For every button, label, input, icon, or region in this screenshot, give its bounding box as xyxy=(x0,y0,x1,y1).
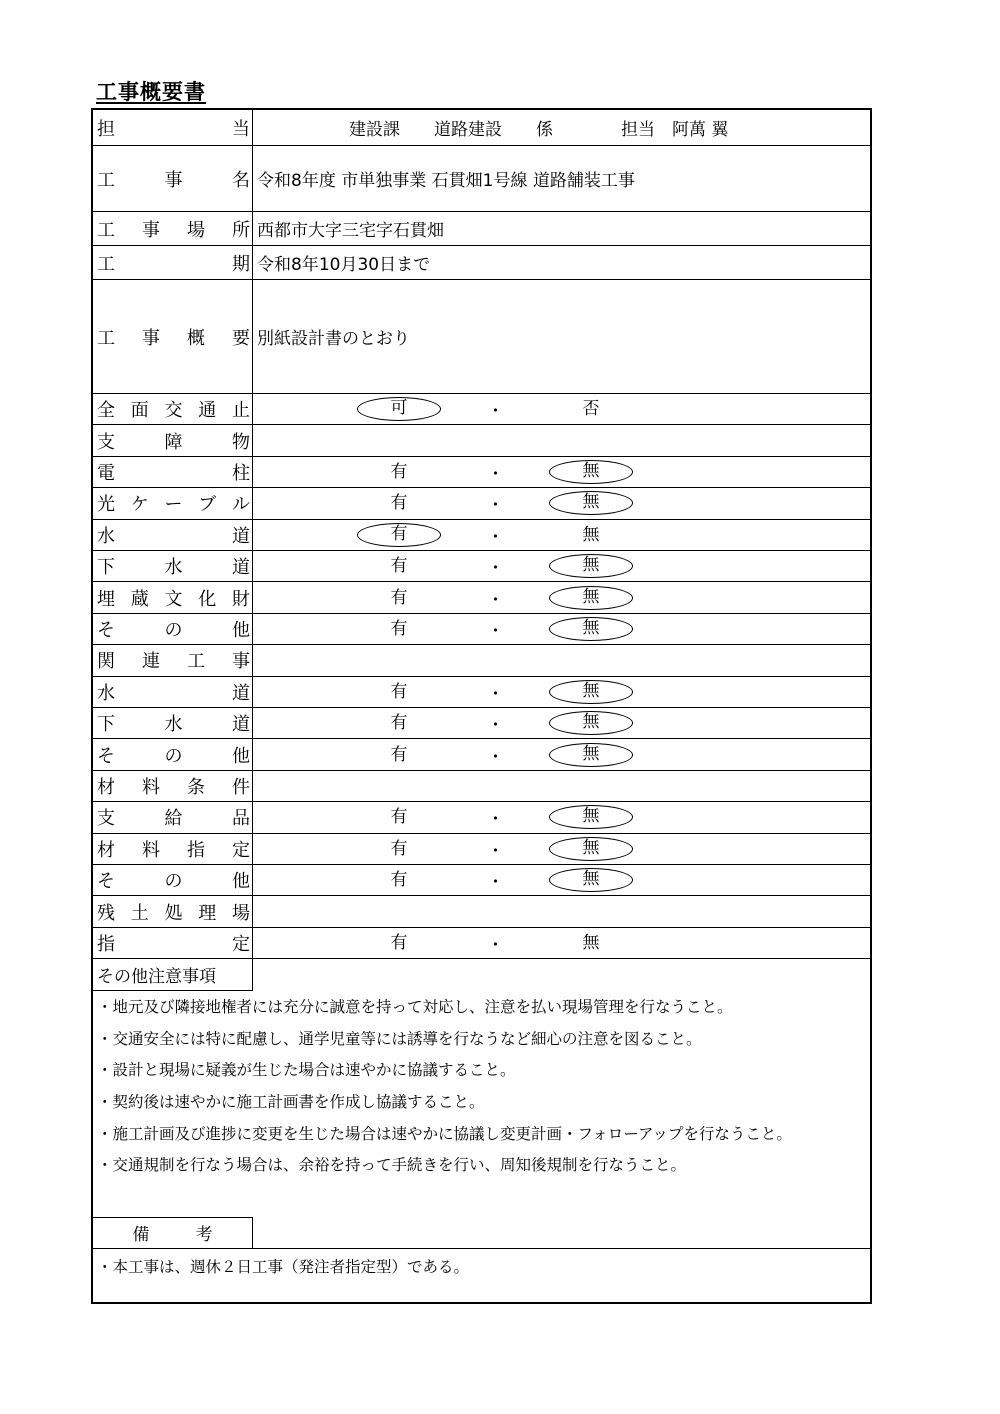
option-separator: ・ xyxy=(487,495,504,516)
label-char: 交 xyxy=(164,400,183,422)
info-row-value: 令和8年度 市単独事業 石貫畑1号線 道路舗装工事 xyxy=(257,171,635,191)
choice-row-label xyxy=(93,551,253,581)
label-char: ル xyxy=(232,494,250,516)
option-yes[interactable]: 有 xyxy=(390,870,408,891)
label-char: 蔵 xyxy=(130,588,149,610)
info-row-value: 建設課 道路建設 係 担当 阿萬 翼 xyxy=(349,120,729,140)
label-char: 名 xyxy=(232,169,250,191)
label-char: 道 xyxy=(232,525,250,547)
option-no[interactable]: 無 xyxy=(549,805,633,829)
option-separator: ・ xyxy=(487,935,504,956)
info-row-label xyxy=(93,110,253,145)
option-no[interactable]: 無 xyxy=(549,868,633,892)
label-char: 工 xyxy=(97,253,115,275)
label-char: 柱 xyxy=(232,462,250,484)
option-no[interactable]: 無 xyxy=(549,743,633,767)
label-char: 物 xyxy=(232,431,250,453)
label-char: そ xyxy=(97,745,115,767)
info-row-value: 西都市大字三宅字石貫畑 xyxy=(257,221,444,241)
label-char: ブ xyxy=(198,494,217,516)
label-char: 支 xyxy=(97,808,115,830)
option-yes[interactable]: 有 xyxy=(390,932,408,953)
option-separator: ・ xyxy=(487,809,504,830)
label-char: 概 xyxy=(187,327,205,349)
choice-row xyxy=(93,708,870,739)
choice-row-label xyxy=(93,520,253,550)
label-char: 文 xyxy=(164,588,183,610)
label-char: 化 xyxy=(198,588,217,610)
choice-row xyxy=(93,834,870,865)
info-row-label xyxy=(93,146,253,211)
choice-row xyxy=(93,928,870,959)
label-char: 事 xyxy=(232,651,250,673)
label-char: 料 xyxy=(142,839,160,861)
note-item: ・設計と現場に疑義が生じた場合は速やかに協議すること。 xyxy=(97,1061,516,1080)
label-char: 事 xyxy=(142,327,160,349)
label-char: 料 xyxy=(142,776,160,798)
option-separator: ・ xyxy=(487,464,504,485)
section-header-row xyxy=(93,896,870,927)
option-no[interactable]: 無 xyxy=(549,837,633,861)
option-separator: ・ xyxy=(487,684,504,705)
option-no[interactable]: 無 xyxy=(549,554,633,578)
choice-row-label xyxy=(93,457,253,487)
label-char: の xyxy=(164,871,183,893)
label-char: 全 xyxy=(97,400,115,422)
note-item: ・契約後は速やかに施工計画書を作成し協議すること。 xyxy=(97,1093,485,1111)
option-separator: ・ xyxy=(487,558,504,579)
label-char: 材 xyxy=(97,839,115,861)
label-char: 水 xyxy=(97,682,115,704)
label-char: 件 xyxy=(232,776,250,798)
section-header-row xyxy=(93,771,870,802)
label-char: 条 xyxy=(187,776,205,798)
label-char: 電 xyxy=(97,462,115,484)
label-char: 他 xyxy=(232,619,250,641)
label-char: の xyxy=(164,619,183,641)
info-row-label xyxy=(93,212,253,245)
option-yes[interactable]: 有 xyxy=(390,461,408,482)
label-char: 水 xyxy=(164,714,183,736)
info-row xyxy=(93,146,870,212)
label-char: 要 xyxy=(232,327,250,349)
info-row xyxy=(93,280,870,394)
choice-row xyxy=(93,457,870,488)
option-no[interactable]: 無 xyxy=(549,491,633,515)
option-yes[interactable]: 可 xyxy=(357,397,441,421)
option-yes[interactable]: 有 xyxy=(390,744,408,765)
label-char: 指 xyxy=(187,839,205,861)
choice-row xyxy=(93,677,870,708)
label-char: 下 xyxy=(97,557,115,579)
option-yes[interactable]: 有 xyxy=(390,838,408,859)
info-row xyxy=(93,212,870,246)
label-char: 面 xyxy=(130,400,149,422)
section-header-row xyxy=(93,425,870,456)
label-char: 工 xyxy=(97,327,115,349)
note-item: ・交通安全には特に配慮し、通学児童等には誘導を行なうなど細心の注意を図ること。 xyxy=(97,1029,702,1048)
label-char: 工 xyxy=(97,219,115,241)
choice-row-label xyxy=(93,739,253,769)
option-separator: ・ xyxy=(487,715,504,736)
section-header-label xyxy=(93,425,253,455)
note-item: ・交通規制を行なう場合は、余裕を持って手続きを行い、周知後規制を行なうこと。 xyxy=(97,1156,687,1175)
option-yes[interactable]: 有 xyxy=(390,618,408,639)
label-char: そ xyxy=(97,619,115,641)
choice-row xyxy=(93,865,870,896)
label-char: 事 xyxy=(142,219,160,241)
section-header-label xyxy=(93,645,253,675)
choice-row xyxy=(93,520,870,551)
label-char: 水 xyxy=(164,557,183,579)
label-char: 水 xyxy=(97,525,115,547)
label-char: 場 xyxy=(187,219,205,241)
choice-row xyxy=(93,802,870,833)
info-row-label xyxy=(93,280,253,393)
label-char: 残 xyxy=(97,902,115,924)
summary-table xyxy=(91,108,872,1304)
section-header-row xyxy=(93,645,870,676)
choice-row-label xyxy=(93,802,253,832)
choice-row xyxy=(93,488,870,519)
info-row-label xyxy=(93,246,253,279)
label-char: 他 xyxy=(232,745,250,767)
option-separator: ・ xyxy=(487,747,504,768)
option-no[interactable]: 否 xyxy=(582,399,600,420)
label-char: 材 xyxy=(97,776,115,798)
label-char: 品 xyxy=(232,808,250,830)
note-item: ・地元及び隣接地権者には充分に誠意を持って対応し、注意を払い現場管理を行なうこと。 xyxy=(97,998,733,1017)
option-yes[interactable]: 有 xyxy=(390,681,408,702)
label-char: そ xyxy=(97,871,115,893)
option-separator: ・ xyxy=(487,590,504,611)
label-char: 処 xyxy=(164,902,183,924)
choice-row-label xyxy=(93,614,253,644)
choice-row xyxy=(93,394,870,425)
label-char: 下 xyxy=(97,714,115,736)
choice-row xyxy=(93,739,870,770)
label-char: 道 xyxy=(232,557,250,579)
label-char: ケ xyxy=(130,494,149,516)
label-char: 関 xyxy=(97,651,115,673)
info-row xyxy=(93,110,870,146)
label-char: ー xyxy=(164,494,183,516)
label-char: 止 xyxy=(232,400,250,422)
remarks-divider xyxy=(93,1217,870,1249)
label-char: 定 xyxy=(232,933,250,955)
label-char: 埋 xyxy=(97,588,115,610)
option-no[interactable]: 無 xyxy=(549,680,633,704)
label-char: 障 xyxy=(164,431,183,453)
label-char: 財 xyxy=(232,588,250,610)
info-row xyxy=(93,246,870,280)
label-char: 理 xyxy=(198,902,217,924)
choice-row-label xyxy=(93,928,253,958)
label-char: 道 xyxy=(232,682,250,704)
section-header-label xyxy=(93,896,253,926)
choice-row xyxy=(93,551,870,582)
label-char: 連 xyxy=(142,651,160,673)
choice-row-label xyxy=(93,677,253,707)
option-no[interactable]: 無 xyxy=(582,932,600,953)
option-yes[interactable]: 有 xyxy=(390,493,408,514)
choice-row-label xyxy=(93,834,253,864)
choice-row-label xyxy=(93,488,253,518)
notes-heading: その他注意事項 xyxy=(93,959,253,991)
option-yes[interactable]: 有 xyxy=(357,523,441,547)
label-char: の xyxy=(164,745,183,767)
label-char: 場 xyxy=(232,902,250,924)
label-char: 工 xyxy=(187,651,205,673)
option-no[interactable]: 無 xyxy=(582,524,600,545)
choice-row xyxy=(93,614,870,645)
label-char: 給 xyxy=(164,808,183,830)
remarks-text: ・本工事は、週休２日工事（発注者指定型）である。 xyxy=(97,1257,470,1276)
label-char: 事 xyxy=(164,169,183,191)
label-char: 他 xyxy=(232,871,250,893)
label-char: 支 xyxy=(97,431,115,453)
option-separator: ・ xyxy=(487,527,504,548)
option-yes[interactable]: 有 xyxy=(390,556,408,577)
info-row-value: 別紙設計書のとおり xyxy=(257,329,410,349)
option-no[interactable]: 無 xyxy=(549,460,633,484)
option-no[interactable]: 無 xyxy=(549,711,633,735)
label-char: 期 xyxy=(232,253,250,275)
info-row-value: 令和8年10月30日まで xyxy=(257,255,431,275)
option-no[interactable]: 無 xyxy=(549,617,633,641)
document-title: 工事概要書 xyxy=(96,80,206,104)
choice-row-label xyxy=(93,708,253,738)
label-char: 光 xyxy=(97,494,115,516)
label-char: 当 xyxy=(232,118,250,140)
note-item: ・施工計画及び進捗に変更を生じた場合は速やかに協議し変更計画・フォローアップを行なうこと。 xyxy=(97,1124,792,1143)
option-yes[interactable]: 有 xyxy=(390,587,408,608)
option-no[interactable]: 無 xyxy=(549,586,633,610)
label-char: 土 xyxy=(130,902,149,924)
label-char: 担 xyxy=(97,118,115,140)
choice-row-label xyxy=(93,865,253,895)
label-char: 所 xyxy=(232,219,250,241)
option-yes[interactable]: 有 xyxy=(390,713,408,734)
choice-row-label xyxy=(93,582,253,612)
label-char: 指 xyxy=(97,933,115,955)
label-char: 備 xyxy=(132,1225,150,1246)
label-char: 工 xyxy=(97,169,115,191)
option-separator: ・ xyxy=(487,872,504,893)
choice-row-label xyxy=(93,394,253,424)
option-yes[interactable]: 有 xyxy=(390,807,408,828)
option-separator: ・ xyxy=(487,621,504,642)
label-char: 道 xyxy=(232,714,250,736)
label-char: 通 xyxy=(198,400,217,422)
label-char: 定 xyxy=(232,839,250,861)
section-header-label xyxy=(93,771,253,801)
option-separator: ・ xyxy=(487,841,504,862)
option-separator: ・ xyxy=(487,401,504,422)
choice-row xyxy=(93,582,870,613)
label-char: 考 xyxy=(195,1225,213,1246)
